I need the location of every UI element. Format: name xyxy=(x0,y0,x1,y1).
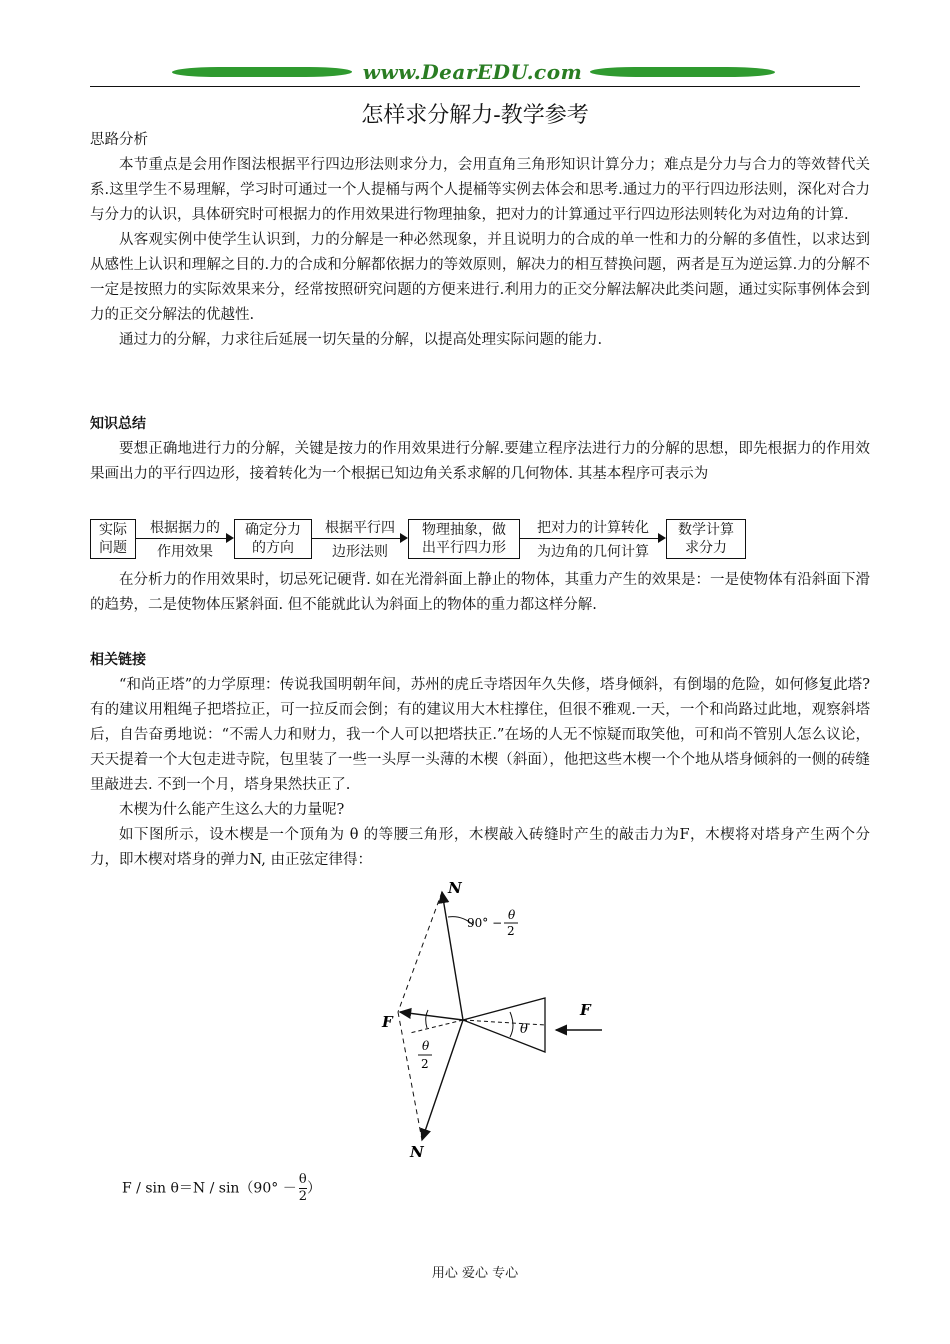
procedure-flowchart xyxy=(90,516,770,562)
paragraph: 本节重点是会用作图法根据平行四边形法则求分力，会用直角三角形知识计算分力；难点是分力与合力的等效替代关系.这里学生不易理解，学习时可通过一个人提桶与两个人提桶等实例去体会和思考.通过力的平行四边形法则，深化对合力与分力的认识，具体研究时可根据力的作用效果进行物理抽象，把对力的计算通过平行四边形法则转化为对边角的计算. xyxy=(90,157,870,223)
section-related xyxy=(90,648,870,873)
header-rule xyxy=(90,86,860,87)
theta-arc xyxy=(510,1012,513,1037)
section-heading-summary: 知识总结 xyxy=(90,416,146,432)
label-F-right: F xyxy=(580,1001,591,1019)
label-half-den: 2 xyxy=(507,924,515,938)
label-N-top: N xyxy=(448,879,462,897)
paragraph: 要想正确地进行力的分解，关键是按力的作用效果进行分解.要建立程序法进行力的分解的思想，即先根据力的作用效果画出力的平行四边形，接着转化为一个根据已知边角关系求解的几何物体. 其基本程序可表示为 xyxy=(90,441,870,482)
flow-box-abstraction: 物理抽象，做 出平行四力形 xyxy=(408,519,520,559)
section-summary-cont xyxy=(90,568,870,618)
label-F-left: F xyxy=(382,1013,393,1031)
flow-box-calculation: 数学计算 求分力 xyxy=(666,519,746,559)
banner-swoosh-right xyxy=(588,67,776,77)
label-theta-half-den: 2 xyxy=(421,1057,429,1071)
flow-arrow-2: 根据平行四 边形法则 xyxy=(312,516,408,562)
page-title: 怎样求分解力-教学参考 xyxy=(361,103,589,128)
flow-box-direction: 确定分力 的方向 xyxy=(234,519,312,559)
section-heading-related: 相关链接 xyxy=(90,652,146,668)
paragraph: 通过力的分解，力求往后延展一切矢量的分解，以提高处理实际问题的能力. xyxy=(119,332,603,348)
label-theta-half-num: θ xyxy=(422,1039,430,1053)
paragraph: 在分析力的作用效果时，切忌死记硬背. 如在光滑斜面上静止的物体，其重力产生的效果是：一是使物体有沿斜面下滑的趋势，二是使物体压紧斜面. 但不能就此认为斜面上的物体的重力都这样分解. xyxy=(90,572,870,613)
flow-arrow-1: 根据据力的 作用效果 xyxy=(136,516,234,562)
wedge-triangle xyxy=(463,998,545,1052)
page-footer: 用心 爱心 专心 xyxy=(431,1266,519,1281)
section-summary xyxy=(90,412,870,487)
label-N-bottom: N xyxy=(410,1143,424,1160)
label-theta: θ xyxy=(520,1022,528,1037)
banner-swoosh-left xyxy=(170,67,353,77)
site-logo-text: www.DearEDU.com xyxy=(362,60,583,84)
wedge-force-diagram xyxy=(370,875,620,1160)
paragraph: 从客观实例中使学生认识到，力的分解是一种必然现象，并且说明力的合成的单一性和力的分解的多值性，以求达到从感性上认识和理解之目的.力的合成和分解都依据力的等效原则，解决力的相互替换问题，两者是互为逆运算.力的分解不一定是按照力的实际效果来分，经常按照研究问题的方便来进行.利用力的正交分解法解决此类问题，通过实际事例体会到力的正交分解法的优越性. xyxy=(90,232,870,323)
section-analysis xyxy=(90,128,870,353)
fraction: $\frac{\theta}{2}$ xyxy=(298,1172,307,1204)
paragraph: 如下图所示，设木楔是一个顶角为 θ 的等腰三角形，木楔敲入砖缝时产生的敲击力为F，木楔将对塔身产生两个分力，即木楔对塔身的弹力N, 由正弦定律得： xyxy=(90,827,870,868)
sine-law-formula: F / sin θ＝N / sin（90° － $\frac{\theta}{2}$ ） xyxy=(122,1172,321,1204)
flow-box-actual-problem: 实际 问题 xyxy=(90,519,136,559)
flow-arrow-3: 把对力的计算转化 为边角的几何计算 xyxy=(520,516,666,562)
paragraph: “和尚正塔”的力学原理：传说我国明朝年间，苏州的虎丘寺塔因年久失修，塔身倾斜，有倒塌的危险，如何修复此塔?有的建议用粗绳子把塔拉正，可一拉反而会倒；有的建议用大木柱撑住，但很不雅观.一天，一个和尚路过此地，观察斜塔后，自告奋勇地说：“不需人力和财力，我一个人可以把塔扶正.”在场的人无不惊疑而取笑他，可和尚不管别人怎么议论，天天提着一个大包走进寺院，包里装了一些一头厚一头薄的木楔（斜面），他把这些木楔一个个地从塔身倾斜的一侧的砖缝里敲进去. 不到一个月，塔身果然扶正了. xyxy=(90,677,870,793)
force-N-up xyxy=(442,892,463,1020)
label-angle-top: 90° − xyxy=(467,916,503,930)
section-heading-analysis: 思路分析 xyxy=(90,132,148,148)
force-F-left xyxy=(400,1012,463,1020)
label-half-num: θ xyxy=(508,908,516,922)
force-N-down xyxy=(422,1020,463,1140)
site-banner xyxy=(150,60,780,86)
paragraph: 木楔为什么能产生这么大的力量呢? xyxy=(119,802,345,818)
